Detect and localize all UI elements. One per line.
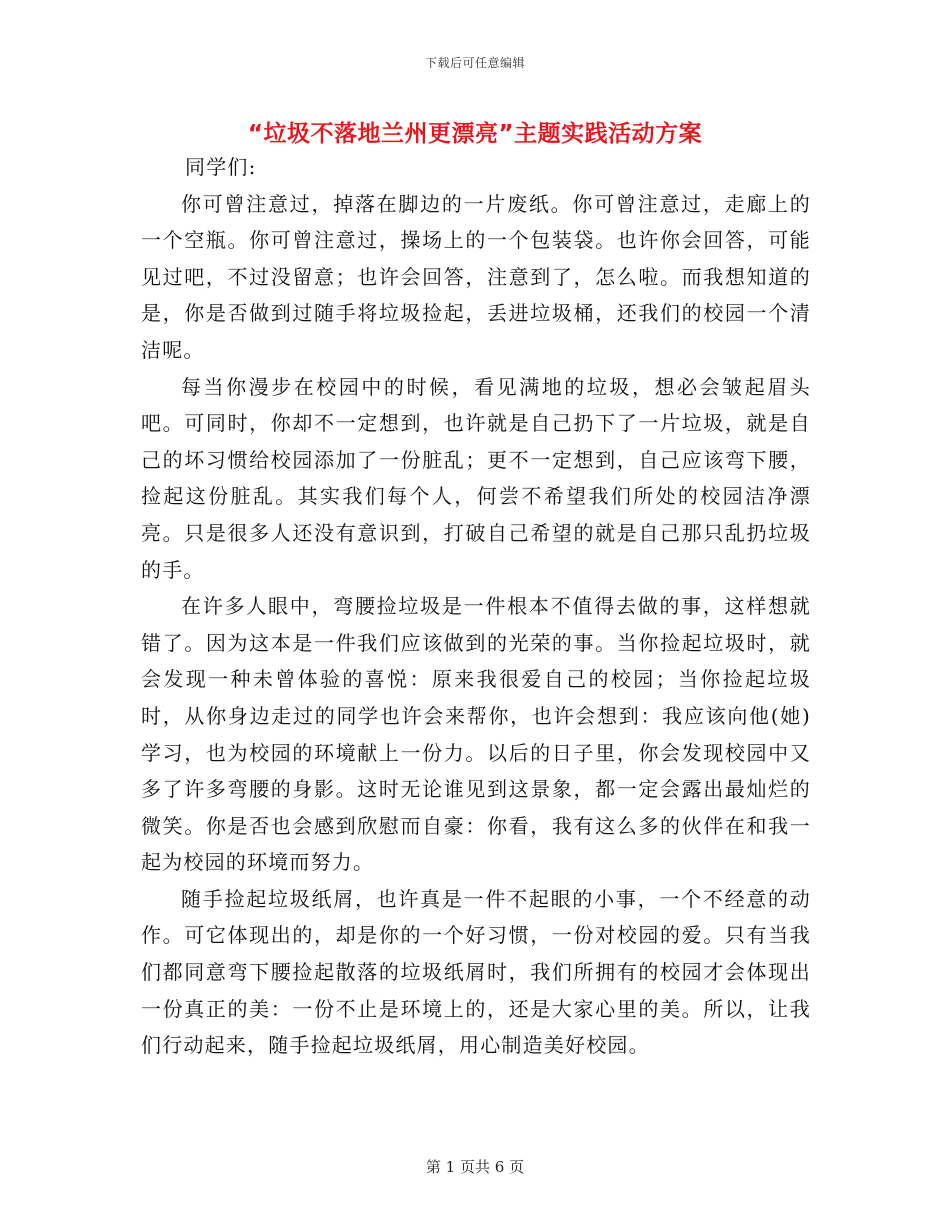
- document-title: “垃圾不落地兰州更漂亮”主题实践活动方案: [247, 121, 703, 147]
- paragraph-1: 你可曾注意过，掉落在脚边的一片废纸。你可曾注意过，走廊上的一个空瓶。你可曾注意过，操场上的一个包装袋。也许你会回答，可能见过吧，不过没留意；也许会回答，注意到了，怎么啦。而我想知道的是，你是否做到过随手将垃圾捡起，丢进垃圾桶，还我们的校园一个清洁呢。: [141, 191, 811, 362]
- page-number-footer: 第 1 页共 6 页: [425, 1158, 525, 1176]
- paragraph-4: 随手捡起垃圾纸屑，也许真是一件不起眼的小事，一个不经意的动作。可它体现出的，却是你的一个好习惯，一份对校园的爱。只有当我们都同意弯下腰捡起散落的垃圾纸屑时，我们所拥有的校园才会体现出一份真正的美：一份不止是环境上的，还是大家心里的美。所以，让我们行动起来，随手捡起垃圾纸屑，用心制造美好校园。: [141, 886, 811, 1058]
- header-note: 下载后可任意编辑: [424, 56, 525, 70]
- greeting: 同学们:: [185, 155, 257, 179]
- paragraph-3: 在许多人眼中，弯腰捡垃圾是一件根本不值得去做的事，这样想就错了。因为这本是一件我们应该做到的光荣的事。当你捡起垃圾时，就会发现一种未曾体验的喜悦：原来我很爱自己的校园；当你捡起垃圾时，从你身边走过的同学也许会来帮你，也许会想到：我应该向他(她)学习，也为校园的环境献上一份力。以后的日子里，你会发现校园中又多了许多弯腰的身影。这时无论谁见到这景象，都一定会露出最灿烂的微笑。你是否也会感到欣慰而自豪：你看，我有这么多的伙伴在和我一起为校园的环境而努力。: [141, 594, 811, 875]
- paragraph-2: 每当你漫步在校园中的时候，看见满地的垃圾，想必会皱起眉头吧。可同时，你却不一定想到，也许就是自己扔下了一片垃圾，就是自己的坏习惯给校园添加了一份脏乱；更不一定想到，自己应该弯下腰，捡起这份脏乱。其实我们每个人，何尝不希望我们所处的校园洁净漂亮。只是很多人还没有意识到，打破自己希望的就是自己那只乱扔垃圾的手。: [141, 374, 811, 582]
- document-body: [141, 149, 811, 1064]
